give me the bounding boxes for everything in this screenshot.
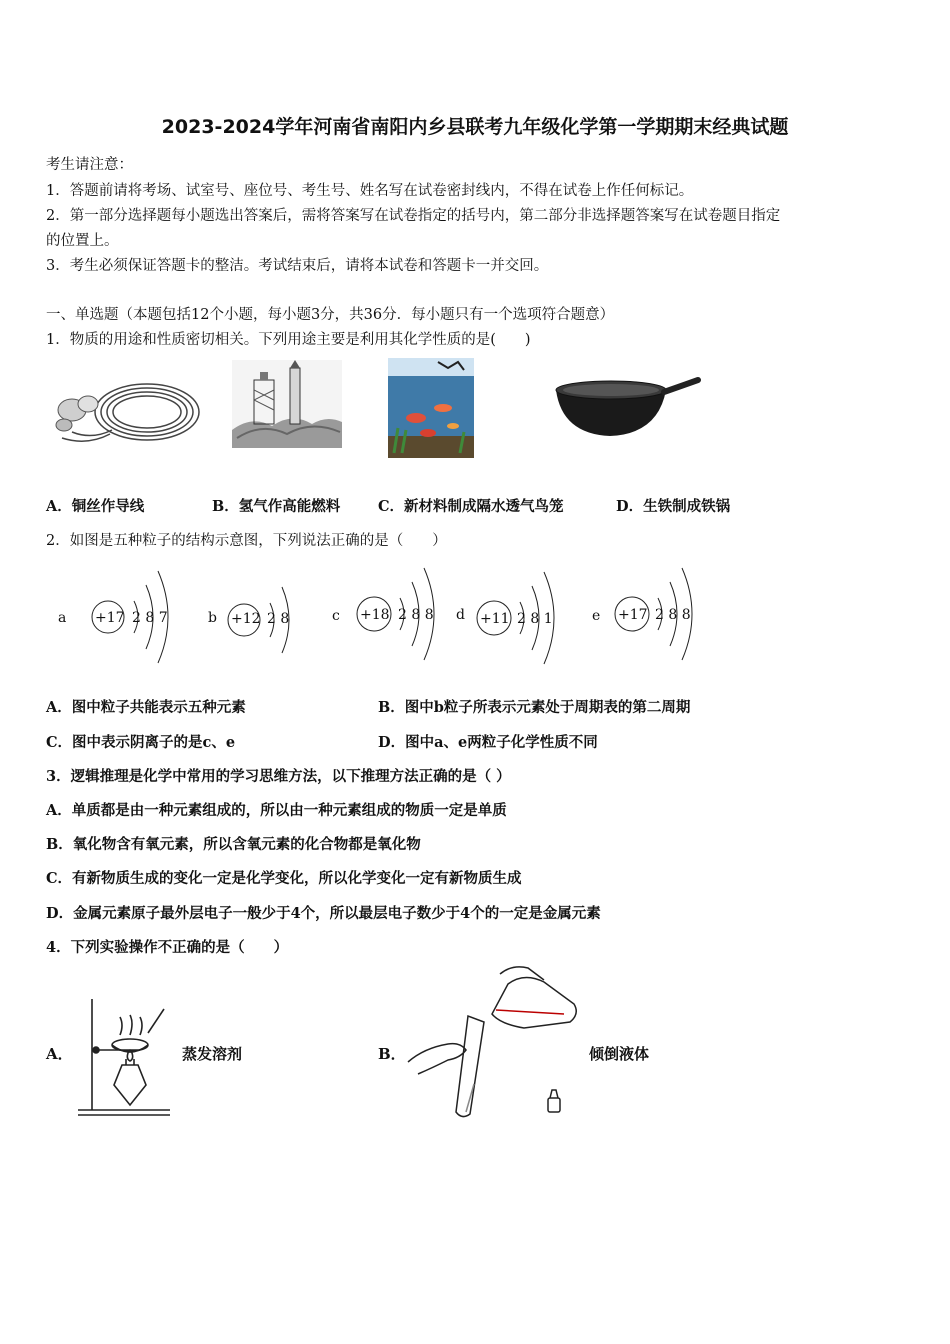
q4-stem: 4．下列实验操作不正确的是（ ） — [46, 939, 289, 956]
particle-d-electrons: 2 8 1 — [517, 611, 553, 627]
q1-stem: 1．物质的用途和性质密切相关。下列用途主要是利用其化学性质的是( ) — [46, 332, 531, 348]
q2-option-c[interactable]: C．图中表示阴离子的是c、e — [46, 734, 236, 751]
evaporation-apparatus-image — [74, 995, 174, 1119]
rocket-launch-image — [232, 360, 342, 448]
notice-item-3: 3．考生必须保证答题卡的整洁。考试结束后，请将本试卷和答题卡一并交回。 — [46, 258, 549, 274]
notice-heading: 考生请注意： — [46, 157, 133, 173]
q4-option-a-text: 蒸发溶剂 — [182, 1045, 243, 1063]
copper-wire-coil-image — [52, 370, 207, 450]
section-heading: 一、单选题（本题包括12个小题，每小题3分，共36分．每小题只有一个选项符合题意） — [46, 307, 615, 323]
q3-option-b[interactable]: B．氧化物含有氧元素，所以含氧元素的化合物都是氧化物 — [46, 836, 421, 853]
q1-option-a[interactable]: A．铜丝作导线 — [46, 498, 145, 515]
particle-e-nucleus: +17 — [618, 607, 648, 623]
particle-c-nucleus: +18 — [360, 607, 390, 623]
q2-option-d[interactable]: D．图中a、e两粒子化学性质不同 — [378, 734, 598, 751]
q1-option-b[interactable]: B．氢气作高能燃料 — [212, 498, 341, 515]
particle-b-nucleus: +12 — [231, 611, 261, 627]
notice-item-2-cont: 的位置上。 — [46, 233, 119, 249]
particle-e-electrons: 2 8 8 — [655, 607, 691, 623]
pouring-liquid-image — [404, 964, 584, 1120]
particle-d-label: d — [456, 607, 465, 623]
q4-option-b-letter[interactable]: B． — [378, 1045, 406, 1063]
particle-d-nucleus: +11 — [480, 611, 510, 627]
particle-c-electrons: 2 8 8 — [398, 607, 434, 623]
q2-stem: 2．如图是五种粒子的结构示意图，下列说法正确的是（ ） — [46, 533, 447, 549]
q3-stem: 3．逻辑推理是化学中常用的学习思维方法，以下推理方法正确的是（ ） — [46, 768, 511, 785]
particle-a-nucleus: +17 — [95, 610, 125, 626]
q4-option-a-letter[interactable]: A． — [46, 1045, 73, 1063]
particle-e-label: e — [592, 608, 601, 624]
iron-wok-image — [552, 372, 702, 442]
q2-option-a[interactable]: A．图中粒子共能表示五种元素 — [46, 699, 246, 716]
particle-c-label: c — [332, 608, 340, 624]
page-title: 2023-2024学年河南省南阳内乡县联考九年级化学第一学期期末经典试题 — [161, 116, 789, 138]
q3-option-d[interactable]: D．金属元素原子最外层电子一般少于4个，所以最层电子数少于4个的一定是金属元素 — [46, 905, 601, 922]
q4-option-b-text: 倾倒液体 — [589, 1045, 650, 1063]
q1-option-d[interactable]: D．生铁制成铁锅 — [616, 498, 731, 515]
q2-option-b[interactable]: B．图中b粒子所表示元素处于周期表的第二周期 — [378, 699, 691, 716]
q1-option-c[interactable]: C．新材料制成隔水透气鸟笼 — [378, 498, 564, 515]
q3-option-c[interactable]: C．有新物质生成的变化一定是化学变化，所以化学变化一定有新物质生成 — [46, 870, 522, 887]
particle-b-label: b — [208, 610, 217, 626]
bird-cage-fish-tank-image — [388, 358, 474, 458]
particle-a-electrons: 2 8 7 — [132, 610, 168, 626]
particle-b-electrons: 2 8 — [267, 611, 290, 627]
notice-item-1: 1．答题前请将考场、试室号、座位号、考生号、姓名写在试卷密封线内，不得在试卷上作任何标记。 — [46, 183, 694, 199]
q3-option-a[interactable]: A．单质都是由一种元素组成的，所以由一种元素组成的物质一定是单质 — [46, 802, 507, 819]
particle-a-label: a — [58, 610, 67, 626]
notice-item-2: 2．第一部分选择题每小题选出答案后，需将答案写在试卷指定的括号内，第二部分非选择题答案写在试卷题目指定 — [46, 208, 781, 224]
